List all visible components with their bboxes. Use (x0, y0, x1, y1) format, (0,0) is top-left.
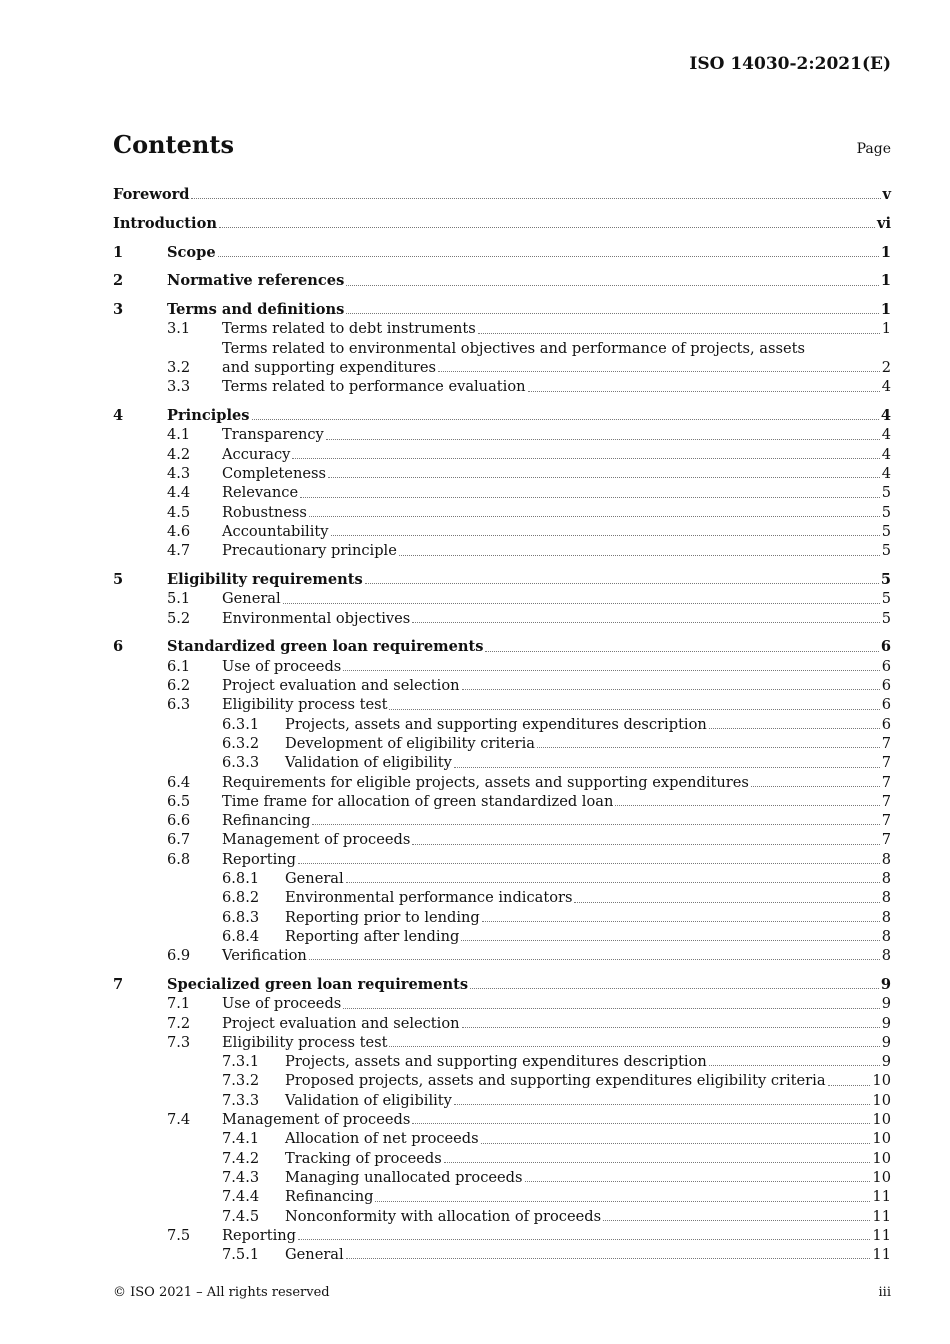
dot-leader (298, 1239, 870, 1240)
toc-entry-number: 4.7 (167, 542, 191, 560)
toc-entry[interactable] (113, 1149, 891, 1168)
toc-entry-title: General (222, 590, 281, 608)
toc-entry-title: Time frame for allocation of green standardized loan (222, 792, 614, 810)
dot-leader (574, 902, 879, 903)
toc-entry-title: Refinancing (222, 812, 311, 830)
toc-entry-number: 6.9 (167, 947, 191, 965)
toc-entry-page: 6 (881, 715, 891, 733)
dot-leader (312, 824, 879, 825)
toc-entry-title: General (285, 870, 344, 887)
toc-entry-number: 6.8.3 (222, 908, 260, 926)
toc-entry[interactable] (113, 243, 891, 262)
toc-entry-title: Accountability (222, 522, 329, 540)
toc-entry-title: Specialized green loan requirements (167, 975, 469, 993)
dot-leader (283, 603, 880, 604)
toc-entry[interactable] (113, 609, 891, 628)
toc-entry-page: 7 (881, 754, 891, 772)
toc-entry-page: 1 (880, 301, 891, 319)
toc-entry-page: 7 (881, 812, 891, 830)
toc-entry[interactable] (113, 464, 891, 483)
toc-entry-title: Validation of eligibility (285, 754, 452, 772)
toc-entry[interactable] (113, 300, 891, 319)
toc-entry-number: 7.3.2 (222, 1072, 260, 1090)
toc-entry-number: 6.3.1 (222, 715, 260, 733)
toc-entry[interactable] (113, 1014, 891, 1033)
dot-leader (462, 689, 880, 690)
toc-entry-page: 10 (872, 1072, 891, 1090)
toc-entry-number: 6.4 (167, 773, 191, 791)
toc-entry-number: 7.4.4 (222, 1188, 260, 1206)
toc-entry[interactable] (113, 695, 891, 714)
toc-entry-page: 6 (881, 657, 891, 675)
toc-entry[interactable] (113, 214, 891, 233)
dot-leader (537, 747, 880, 748)
toc-entry-number: 6.8.2 (222, 889, 260, 907)
dot-leader (454, 1104, 871, 1105)
toc-entry-title: Terms related to debt instruments (222, 320, 476, 338)
toc-entry-page: 5 (881, 484, 891, 502)
toc-entry-number: 4.2 (167, 445, 191, 463)
toc-entry-number: 4.4 (167, 484, 191, 502)
toc-entry-title: Use of proceeds (222, 657, 342, 675)
dot-leader (709, 728, 880, 729)
toc-entry[interactable] (113, 637, 891, 656)
dot-leader (412, 622, 879, 623)
toc-entry-number: 7 (113, 975, 124, 993)
toc-entry-page: 7 (881, 773, 891, 791)
toc-entry[interactable] (113, 830, 891, 849)
toc-entry-page: 4 (881, 426, 891, 444)
toc-entry[interactable] (113, 1245, 891, 1264)
toc-entry-page: 10 (872, 1149, 891, 1167)
toc-entry[interactable] (113, 1129, 891, 1148)
toc-entry-title: Projects, assets and supporting expenditures description (285, 715, 707, 733)
toc-entry-number: 6.7 (167, 831, 191, 849)
dot-leader (412, 844, 879, 845)
toc-entry-number: 7.3 (167, 1033, 191, 1051)
dot-leader (346, 882, 880, 883)
dot-leader (444, 1162, 871, 1163)
toc-entry-number: 6.8 (167, 850, 191, 868)
toc-entry-page: 7 (881, 792, 891, 810)
toc-entry-page: 6 (881, 677, 891, 695)
dot-leader (219, 227, 875, 228)
toc-entry-number: 6.2 (167, 677, 191, 695)
toc-entry-number: 7.4.5 (222, 1207, 260, 1225)
toc-entry-number: 7.1 (167, 995, 191, 1013)
footer-page-number: iii (878, 1285, 891, 1300)
toc-entry-page: 9 (881, 1053, 891, 1071)
toc-entry-number: 7.4 (167, 1111, 191, 1129)
toc-entry[interactable] (113, 271, 891, 290)
toc-entry-title: Environmental objectives (222, 609, 411, 627)
toc-entry[interactable] (113, 503, 891, 522)
toc-entry-page: vi (876, 214, 891, 232)
toc-entry-page: 8 (881, 908, 891, 926)
toc-entry-title: Terms related to environmental objectives and performance of projects, assets (222, 339, 805, 357)
dot-leader (462, 1027, 880, 1028)
toc-entry-page: 9 (881, 1014, 891, 1032)
toc-entry-page: 10 (872, 1168, 891, 1186)
toc-entry-page: 4 (881, 465, 891, 483)
toc-entry-number: 6.3.3 (222, 754, 260, 772)
toc-entry-title: Introduction (113, 214, 217, 232)
page-column-label: Page (856, 141, 891, 157)
toc-entry-number: 7.5 (167, 1226, 191, 1244)
toc-entry[interactable] (113, 753, 891, 772)
dot-leader (191, 198, 880, 199)
dot-leader (343, 1008, 879, 1009)
toc-entry-number: 4.1 (167, 426, 191, 444)
toc-entry-number: 3.2 (167, 359, 191, 377)
toc-entry-page: 11 (872, 1207, 891, 1225)
toc-entry-number: 6.3.2 (222, 734, 260, 752)
toc-entry[interactable] (113, 319, 891, 338)
dot-leader (454, 767, 880, 768)
toc-entry-page: 5 (881, 503, 891, 521)
toc-entry[interactable] (113, 1168, 891, 1187)
toc-entry[interactable] (113, 773, 891, 792)
toc-entry[interactable] (113, 483, 891, 502)
toc-entry-page: v (882, 186, 891, 203)
toc-entry-page: 4 (880, 407, 891, 425)
toc-entry-number: 6.1 (167, 657, 191, 675)
toc-entry-page: 11 (872, 1246, 891, 1264)
toc-entry-number: 6.8.1 (222, 870, 260, 887)
toc-entry-page: 5 (881, 590, 891, 608)
toc-entry-page: 10 (872, 1130, 891, 1148)
toc-entry-title: Principles (167, 407, 250, 425)
toc-entry-page: 6 (881, 696, 891, 714)
dot-leader (828, 1085, 871, 1086)
footer-copyright: © ISO 2021 – All rights reserved (113, 1285, 330, 1300)
toc-entry-number: 3.3 (167, 378, 191, 396)
toc-entry-title: Refinancing (285, 1188, 374, 1206)
toc-entry[interactable] (113, 185, 891, 204)
dot-leader (309, 959, 880, 960)
toc-entry-title: Use of proceeds (222, 995, 342, 1013)
toc-entry-number: 6 (113, 638, 124, 656)
toc-entry-title: General (285, 1246, 344, 1264)
table-of-contents (113, 185, 891, 1264)
toc-entry-page: 8 (881, 889, 891, 907)
toc-entry-number: 6.6 (167, 812, 191, 830)
toc-entry-page: 5 (880, 571, 891, 589)
toc-entry[interactable] (113, 570, 891, 589)
toc-entry-title: Proposed projects, assets and supporting expenditures eligibility criteria (285, 1072, 826, 1090)
toc-entry-title-continued: and supporting expenditures (222, 359, 436, 377)
toc-entry[interactable] (113, 1033, 891, 1052)
toc-entry-page: 6 (880, 638, 891, 656)
toc-entry-title: Normative references (167, 272, 345, 290)
dot-leader (751, 786, 880, 787)
toc-entry-title: Nonconformity with allocation of proceeds (285, 1207, 602, 1225)
toc-entry-number: 7.2 (167, 1014, 191, 1032)
toc-entry[interactable] (113, 1091, 891, 1110)
toc-entry-number: 7.5.1 (222, 1246, 260, 1264)
dot-leader (399, 555, 880, 556)
dot-leader (615, 805, 879, 806)
dot-leader (346, 313, 878, 314)
toc-entry[interactable] (113, 792, 891, 811)
dot-leader (438, 371, 880, 372)
toc-entry[interactable] (113, 676, 891, 695)
toc-entry-title: Eligibility process test (222, 1033, 388, 1051)
toc-entry-number: 3.1 (167, 320, 191, 338)
dot-leader (328, 477, 880, 478)
toc-entry[interactable] (113, 406, 891, 425)
toc-entry[interactable] (113, 339, 891, 378)
toc-entry-page: 8 (881, 850, 891, 868)
toc-entry[interactable] (113, 541, 891, 560)
dot-leader (412, 1123, 870, 1124)
dot-leader (482, 921, 880, 922)
toc-entry-title: Eligibility process test (222, 696, 388, 714)
toc-entry-page: 1 (881, 320, 891, 338)
toc-entry[interactable] (113, 1187, 891, 1206)
dot-leader (470, 988, 879, 989)
toc-entry-number: 5 (113, 571, 124, 589)
toc-entry-number: 3 (113, 301, 124, 319)
dot-leader (298, 863, 880, 864)
toc-entry-page: 9 (881, 995, 891, 1013)
toc-entry-number: 4.6 (167, 522, 191, 540)
contents-heading: Contents (113, 130, 234, 159)
dot-leader (389, 1046, 879, 1047)
toc-entry-page: 1 (880, 243, 891, 261)
toc-entry-page: 9 (881, 1033, 891, 1051)
toc-entry[interactable] (113, 657, 891, 676)
toc-entry[interactable] (113, 445, 891, 464)
toc-entry-number: 4.5 (167, 503, 191, 521)
toc-entry-title: Scope (167, 243, 216, 261)
toc-entry-title: Management of proceeds (222, 1111, 411, 1129)
toc-entry-title: Verification (222, 947, 307, 965)
toc-entry[interactable] (113, 994, 891, 1013)
dot-leader (346, 1258, 871, 1259)
toc-entry-title: Terms related to performance evaluation (222, 378, 526, 396)
toc-entry-page: 7 (881, 831, 891, 849)
toc-entry-page: 11 (872, 1188, 891, 1206)
dot-leader (365, 583, 879, 584)
dot-leader (478, 333, 880, 334)
toc-entry[interactable] (113, 1207, 891, 1226)
toc-entry-title: Allocation of net proceeds (285, 1130, 479, 1148)
dot-leader (252, 419, 879, 420)
toc-entry[interactable] (113, 811, 891, 830)
toc-entry-page: 11 (872, 1226, 891, 1244)
toc-entry-page: 5 (881, 542, 891, 560)
toc-entry-title: Project evaluation and selection (222, 677, 460, 695)
toc-entry[interactable] (113, 734, 891, 753)
dot-leader (485, 651, 878, 652)
dot-leader (375, 1201, 870, 1202)
dot-leader (309, 516, 880, 517)
toc-entry-title: Requirements for eligible projects, assets and supporting expenditures (222, 773, 749, 791)
toc-entry-number: 7.4.2 (222, 1149, 260, 1167)
toc-entry-title: Precautionary principle (222, 542, 397, 560)
dot-leader (525, 1181, 871, 1182)
toc-entry-title: Terms and definitions (167, 301, 345, 319)
toc-entry-title: Reporting (222, 850, 297, 868)
toc-entry-page: 4 (881, 445, 891, 463)
dot-leader (326, 439, 880, 440)
toc-entry-number: 4 (113, 407, 124, 425)
document-id: ISO 14030-2:2021(E) (689, 54, 891, 74)
toc-entry[interactable] (113, 908, 891, 927)
toc-entry[interactable] (113, 715, 891, 734)
toc-entry[interactable] (113, 425, 891, 444)
toc-entry-title: Eligibility requirements (167, 571, 363, 589)
toc-entry-title: Reporting after lending (285, 927, 460, 945)
dot-leader (481, 1143, 871, 1144)
toc-entry-number: 1 (113, 243, 124, 261)
dot-leader (461, 940, 879, 941)
dot-leader (389, 709, 879, 710)
toc-entry-page: 9 (880, 975, 891, 993)
toc-entry[interactable] (113, 1052, 891, 1071)
toc-entry-page: 10 (872, 1091, 891, 1109)
toc-entry-page: 7 (881, 734, 891, 752)
toc-entry[interactable] (113, 1071, 891, 1090)
toc-entry[interactable] (113, 589, 891, 608)
toc-entry[interactable] (113, 946, 891, 965)
toc-entry-page: 4 (881, 378, 891, 396)
toc-entry[interactable] (113, 975, 891, 994)
dot-leader (709, 1065, 880, 1066)
toc-entry-number: 6.3 (167, 696, 191, 714)
toc-entry[interactable] (113, 1110, 891, 1129)
toc-entry-number: 7.4.3 (222, 1168, 260, 1186)
toc-entry-title: Accuracy (222, 445, 291, 463)
toc-entry-title: Transparency (222, 426, 324, 444)
toc-entry-title: Reporting prior to lending (285, 908, 480, 926)
toc-entry-title: Foreword (113, 186, 190, 203)
toc-entry-number: 2 (113, 272, 124, 290)
toc-entry-page: 10 (872, 1111, 891, 1129)
toc-entry-page: 8 (881, 870, 891, 887)
toc-entry-title: Development of eligibility criteria (285, 734, 535, 752)
dot-leader (331, 535, 880, 536)
toc-entry-number: 5.2 (167, 609, 191, 627)
toc-entry[interactable] (113, 888, 891, 907)
dot-leader (528, 391, 880, 392)
toc-entry[interactable] (113, 1226, 891, 1245)
toc-entry-number: 6.5 (167, 792, 191, 810)
toc-entry[interactable] (113, 850, 891, 869)
toc-entry[interactable] (113, 522, 891, 541)
toc-entry-title: Projects, assets and supporting expenditures description (285, 1053, 707, 1071)
toc-entry[interactable] (113, 377, 891, 396)
toc-entry-page: 2 (881, 359, 891, 377)
toc-entry-number: 5.1 (167, 590, 191, 608)
toc-entry-title: Project evaluation and selection (222, 1014, 460, 1032)
toc-entry-page: 5 (881, 609, 891, 627)
toc-entry-page: 5 (881, 522, 891, 540)
toc-entry-page: 8 (881, 927, 891, 945)
toc-entry-page: 8 (881, 947, 891, 965)
toc-entry-number: 4.3 (167, 465, 191, 483)
dot-leader (603, 1220, 870, 1221)
dot-leader (346, 285, 879, 286)
dot-leader (300, 497, 880, 498)
toc-entry[interactable] (113, 927, 891, 946)
toc-entry-title: Completeness (222, 465, 326, 483)
dot-leader (292, 458, 879, 459)
toc-entry-number: 7.4.1 (222, 1130, 260, 1148)
toc-entry-title: Managing unallocated proceeds (285, 1168, 523, 1186)
toc-entry-page: 1 (880, 272, 891, 290)
toc-entry-title: Validation of eligibility (285, 1091, 452, 1109)
toc-entry-title: Standardized green loan requirements (167, 638, 484, 656)
toc-entry-title: Management of proceeds (222, 831, 411, 849)
dot-leader (343, 670, 879, 671)
toc-entry-title: Relevance (222, 484, 299, 502)
toc-entry[interactable] (113, 869, 891, 888)
dot-leader (218, 256, 879, 257)
toc-entry-number: 6.8.4 (222, 927, 260, 945)
toc-entry-title: Environmental performance indicators (285, 889, 573, 907)
toc-entry-title: Tracking of proceeds (285, 1149, 442, 1167)
toc-entry-title: Robustness (222, 503, 307, 521)
toc-entry-number: 7.3.3 (222, 1091, 260, 1109)
toc-entry-number: 7.3.1 (222, 1053, 260, 1071)
toc-entry-title: Reporting (222, 1226, 297, 1244)
